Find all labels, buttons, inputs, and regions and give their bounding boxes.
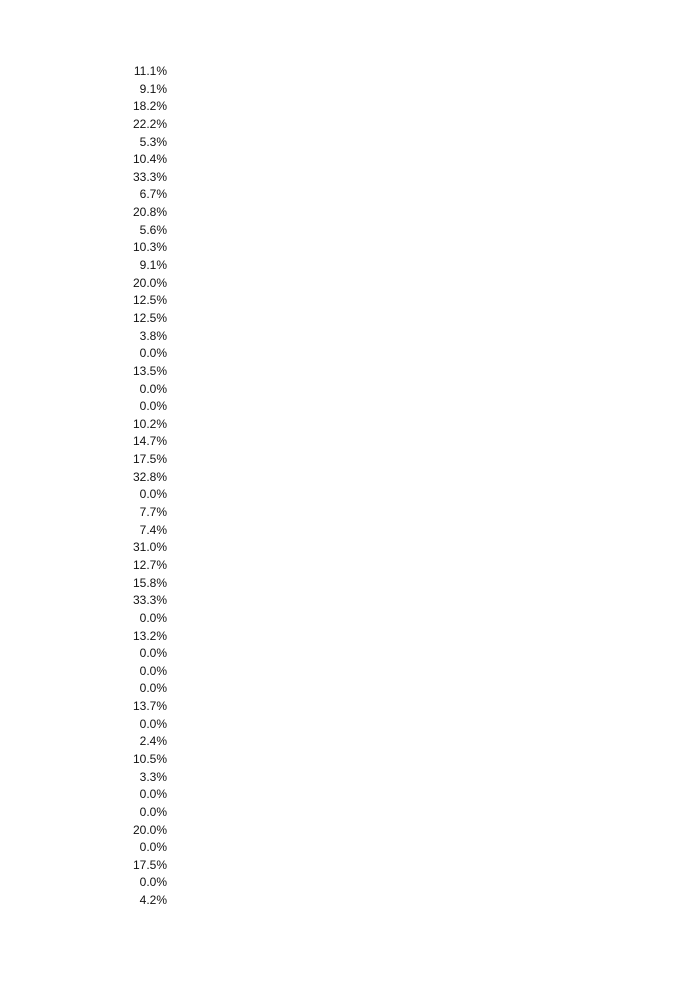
percentage-cell: 0.0% [139,346,167,361]
percentage-cell: 31.0% [132,540,167,555]
percentage-cell: 17.5% [132,452,167,467]
percentage-cell: 3.8% [139,328,167,343]
percentage-cell: 5.3% [139,134,167,149]
percentage-cell: 12.7% [132,557,167,572]
percentage-cell: 9.1% [139,81,167,96]
percentage-cell: 13.7% [132,699,167,714]
percentage-cell: 17.5% [132,857,167,872]
percentage-cell: 32.8% [132,469,167,484]
percentage-cell: 13.2% [132,628,167,643]
percentage-cell: 20.0% [132,275,167,290]
percentage-cell: 7.4% [139,522,167,537]
percentage-cell: 0.0% [139,381,167,396]
percentage-cell: 10.5% [132,751,167,766]
percentage-cell: 0.0% [139,399,167,414]
percentage-cell: 2.4% [139,734,167,749]
percentage-cell: 10.4% [132,152,167,167]
percentage-column [100,63,167,910]
percentage-cell: 13.5% [132,363,167,378]
percentage-cell: 14.7% [132,434,167,449]
percentage-cell: 6.7% [139,187,167,202]
percentage-cell: 18.2% [132,99,167,114]
percentage-cell: 9.1% [139,258,167,273]
percentage-cell: 5.6% [139,222,167,237]
percentage-cell: 0.0% [139,716,167,731]
percentage-cell: 0.0% [139,840,167,855]
percentage-cell: 20.8% [132,205,167,220]
percentage-cell: 0.0% [139,787,167,802]
percentage-cell: 0.0% [139,681,167,696]
percentage-cell: 12.5% [132,293,167,308]
percentage-cell: 10.2% [132,416,167,431]
percentage-cell: 0.0% [139,663,167,678]
percentage-cell: 0.0% [139,646,167,661]
percentage-cell: 7.7% [139,505,167,520]
percentage-cell: 10.3% [132,240,167,255]
percentage-cell: 0.0% [139,875,167,890]
percentage-cell: 22.2% [132,116,167,131]
percentage-cell: 33.3% [132,593,167,608]
percentage-cell: 15.8% [132,575,167,590]
percentage-cell: 12.5% [132,310,167,325]
percentage-cell: 11.1% [133,64,167,78]
percentage-cell: 20.0% [132,822,167,837]
percentage-cell: 0.0% [139,610,167,625]
percentage-cell: 0.0% [139,804,167,819]
percentage-cell: 0.0% [139,487,167,502]
percentage-cell: 4.2% [139,893,167,908]
percentage-cell: 3.3% [139,769,167,784]
percentage-cell: 33.3% [132,169,167,184]
